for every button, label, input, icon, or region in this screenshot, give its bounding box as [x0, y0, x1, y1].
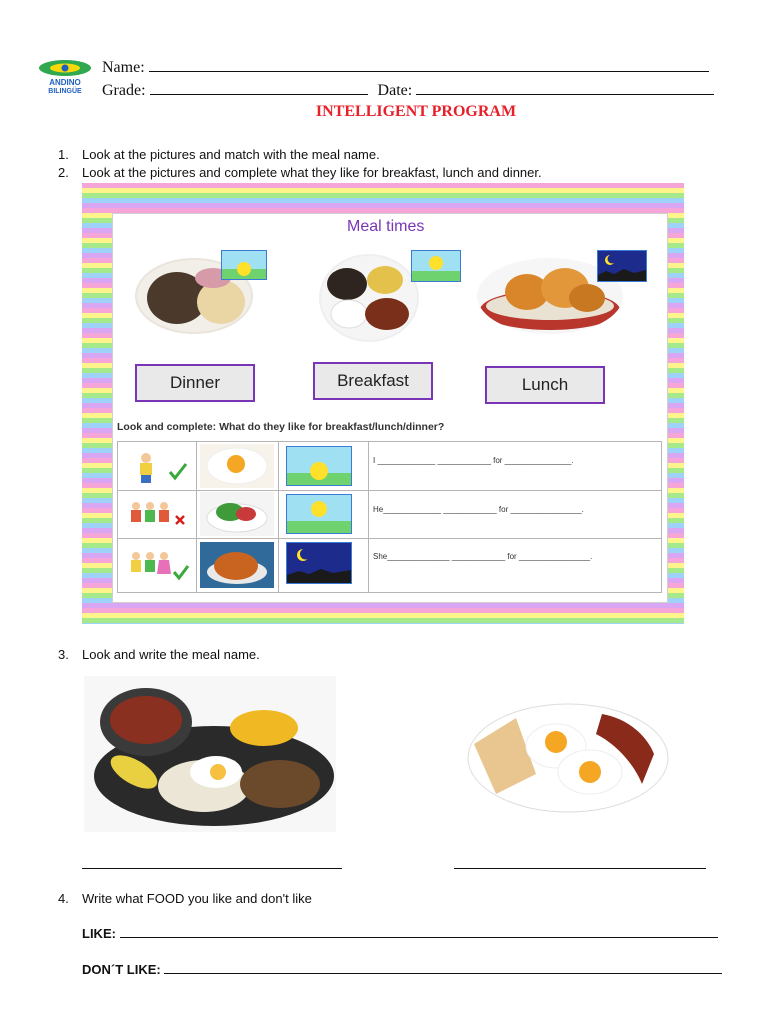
dislike-field[interactable]: [164, 964, 722, 974]
label-dinner[interactable]: Dinner: [135, 364, 255, 402]
name-label: Name:: [102, 59, 145, 76]
grade-row: [102, 81, 714, 100]
row1-morning-icon: [286, 446, 352, 486]
date-label: Date:: [377, 82, 413, 99]
like-row: [82, 926, 718, 941]
look-complete-heading: Look and complete: What do they like for breakfast/lunch/dinner?: [117, 421, 445, 433]
like-label: LIKE:: [82, 926, 116, 941]
svg-text:ANDINO: ANDINO: [49, 78, 81, 87]
row2-midday-icon: [286, 494, 352, 534]
lunch-plate-image: [319, 254, 419, 342]
row3-night-icon: [286, 542, 352, 584]
instruction-3: 3. Look and write the meal name.: [58, 647, 260, 662]
row3-sentence[interactable]: She______________ ____________ for ________________.: [373, 552, 593, 561]
instruction-4: 4. Write what FOOD you like and don't like: [58, 891, 312, 906]
instruction-2: 2. Look at the pictures and complete what they like for breakfast, lunch and dinner.: [58, 165, 542, 180]
row2-sentence[interactable]: He_____________ ____________ for ________________.: [373, 505, 584, 514]
person-i-icon: [134, 450, 190, 489]
meal-times-card: [112, 213, 668, 603]
fried-egg-image: [200, 444, 274, 488]
night-moon-icon: [597, 250, 647, 282]
person-he-icon: [126, 498, 190, 537]
roast-chicken-image: [200, 542, 274, 588]
complete-table: [117, 441, 662, 593]
meal-times-panel: [82, 183, 684, 624]
school-logo: [36, 56, 94, 98]
midday-sun-icon: [411, 250, 461, 282]
answer-line-right[interactable]: [454, 868, 706, 869]
meal-times-title: Meal times: [347, 218, 425, 235]
name-row: [102, 58, 709, 77]
dislike-row: [82, 962, 722, 977]
instruction-1: 1. Look at the pictures and match with the meal name.: [58, 147, 380, 162]
label-breakfast[interactable]: Breakfast: [313, 362, 433, 400]
page-title: INTELLIGENT PROGRAM: [315, 103, 517, 120]
person-she-icon: [126, 546, 190, 589]
dislike-label: DON´T LIKE:: [82, 962, 161, 977]
row1-sentence[interactable]: I _____________ ____________ for _______________.: [373, 456, 574, 465]
grade-label: Grade:: [102, 82, 146, 99]
like-field[interactable]: [120, 928, 718, 938]
bandeja-paisa-image: [84, 676, 336, 832]
salad-image: [200, 492, 274, 536]
svg-text:BILINGÜE: BILINGÜE: [48, 88, 82, 95]
date-field[interactable]: [416, 81, 714, 95]
eggs-bacon-toast-image: [466, 694, 670, 814]
label-lunch[interactable]: Lunch: [485, 366, 605, 404]
morning-sun-icon: [221, 250, 267, 280]
name-field[interactable]: [149, 58, 709, 72]
answer-line-left[interactable]: [82, 868, 342, 869]
grade-field[interactable]: [150, 81, 368, 95]
